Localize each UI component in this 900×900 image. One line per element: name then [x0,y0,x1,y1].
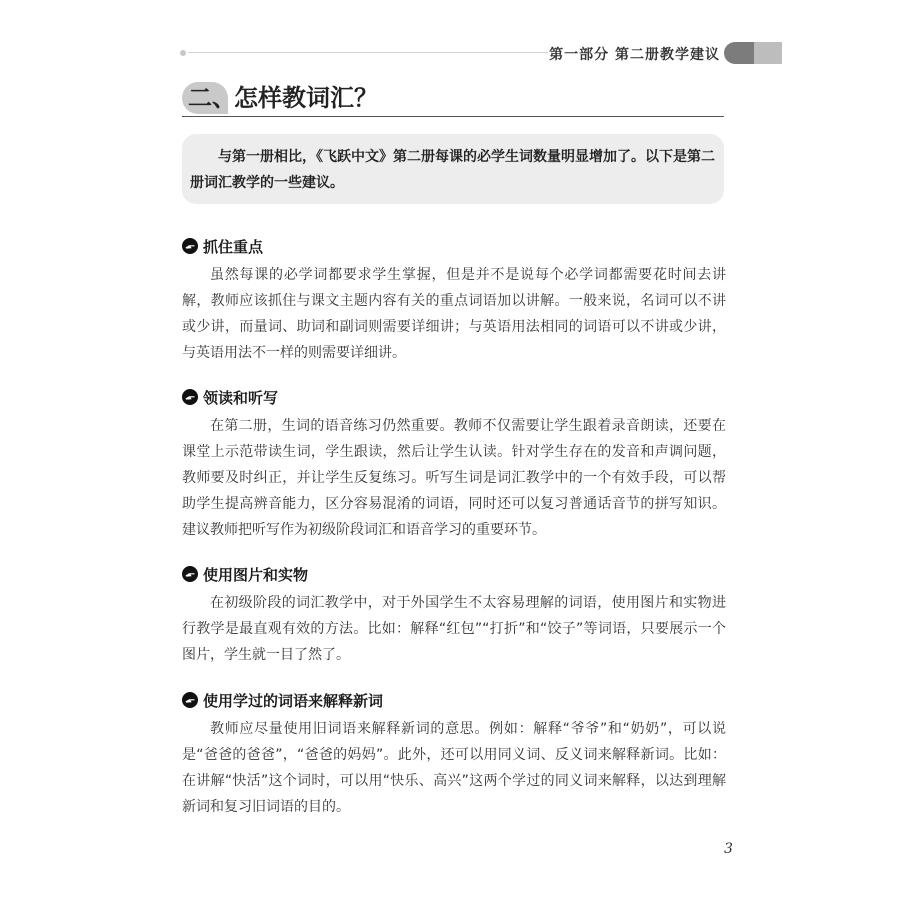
section-number: 二、 [182,82,228,114]
subsection-title: 领读和听写 [203,388,279,407]
header-rule [188,52,548,53]
section-title: 怎样教词汇？ [234,84,378,112]
subsection-paragraph: 在第二册，生词的语音练习仍然重要。教师不仅需要让学生跟着录音朗读，还要在课堂上示范带读生词，学生跟读，然后让学生认读。针对学生存在的发音和声调问题，教师要及时纠正，并让学生反复练习。听写生词是词汇教学中的一个有效手段，可以帮助学生提高辨音能力，区分容易混淆的词语，同时还可以复习普通话音节的拼写知识。建议教师把听写作为初级阶段词汇和语音学习的重要环节。 [182,418,726,538]
subsection-paragraph: 教师应尽量使用旧词语来解释新词的意思。例如：解释“爷爷”和“奶奶”，可以说是“爸爸的爸爸”，“爸爸的妈妈”。此外，还可以用同义词、反义词来解释新词。比如：在讲解“快活”这个词时，可以用“快乐、高兴”这两个学过的同义词来解释，以达到理解新词和复习旧词语的目的。 [182,721,726,815]
header-dot [180,50,186,56]
running-header [180,42,782,66]
subsection-title: 使用图片和实物 [203,565,309,584]
intro-text: 与第一册相比，《飞跃中文》第二册每课的必学生词数量明显增加了。以下是第二册词汇教学的一些建议。 [190,149,715,191]
subsection-heading [182,387,726,407]
pointing-hand-icon [182,389,198,405]
subsection-paragraph: 虽然每课的必学词都要求学生掌握，但是并不是说每个必学词都需要花时间去讲解，教师应该抓住与课文主题内容有关的重点词语加以讲解。一般来说，名词可以不讲或少讲，而量词、助词和副词则需要详细讲；与英语用法相同的词语可以不讲或少讲，与英语用法不一样的则需要详细讲。 [182,267,726,361]
subsection-key-points [182,236,726,366]
header-tab-light [754,42,782,64]
intro-box [182,134,724,204]
header-text: 第一部分 第二册教学建议 [549,47,720,63]
subsection-heading [182,564,726,584]
subsection-pictures-objects [182,564,726,668]
pointing-hand-icon [182,238,198,254]
pointing-hand-icon [182,566,198,582]
section-heading [182,80,724,117]
header-tab-dark [724,42,754,64]
subsection-heading [182,690,726,710]
page-number: 3 [724,841,733,857]
subsection-paragraph: 在初级阶段的词汇教学中，对于外国学生不太容易理解的词语，使用图片和实物进行教学是最直观有效的方法。比如：解释“红包”“打折”和“饺子”等词语，只要展示一个图片，学生就一目了然了。 [182,595,726,663]
subsection-title: 使用学过的词语来解释新词 [203,691,384,710]
subsection-title: 抓住重点 [203,237,264,256]
subsection-learned-words [182,690,726,820]
subsection-reading-dictation [182,387,726,543]
subsection-heading [182,236,726,256]
pointing-hand-icon [182,692,198,708]
